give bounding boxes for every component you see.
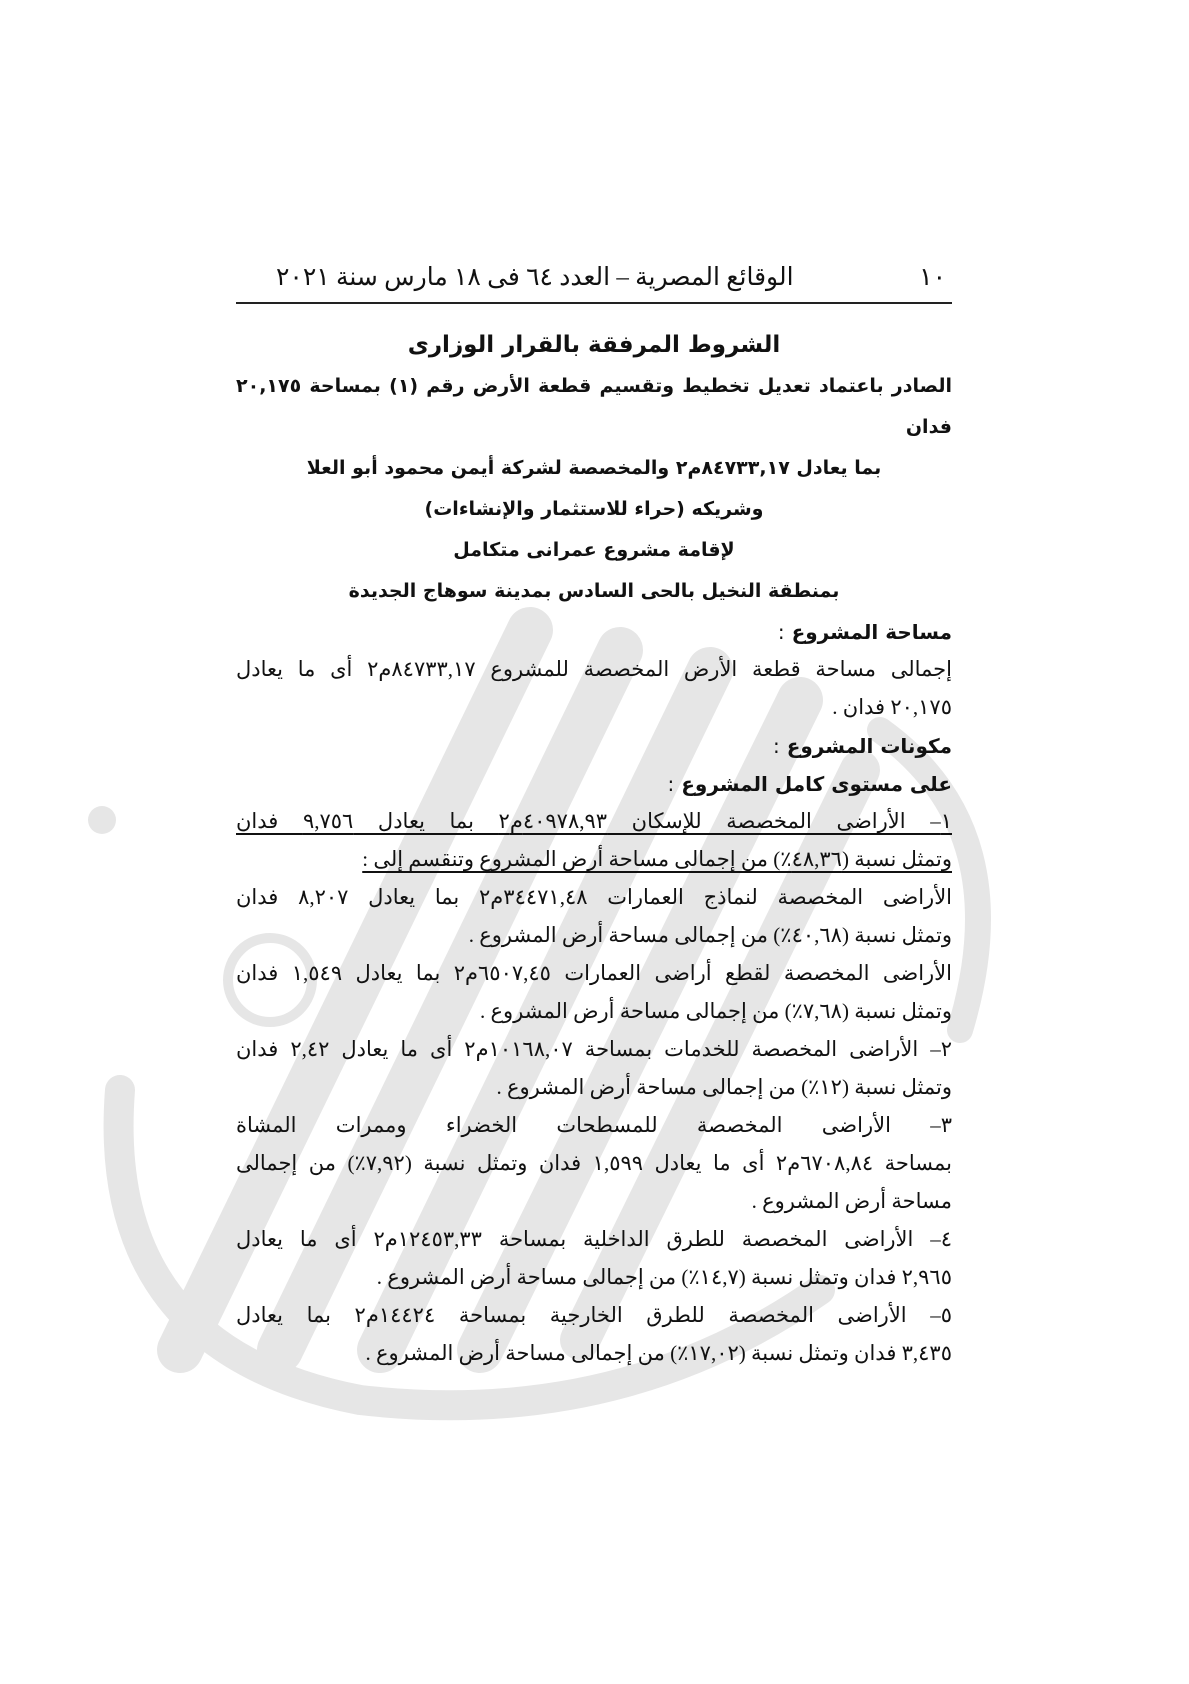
project-area-heading: مساحة المشروع :: [777, 620, 952, 644]
document-page: [236, 262, 952, 1372]
page-header: [236, 262, 952, 304]
item-3-green-areas: ٣– الأراضى المخصصة للمسطحات الخضراء وممرات المشاة بمساحة ٦٧٠٨,٨٤م٢ أى ما يعادل ١,٥٩٩ فدان وتمثل نسبة (٧,٩٢٪) من إجمالى مساحة أرض المشروع .: [236, 1113, 953, 1213]
subtitle-line-1: الصادر باعتماد تعديل تخطيط وتقسيم قطعة الأرض رقم (١) بمساحة ٢٠,١٧٥ فدان: [236, 375, 952, 438]
project-area-paragraph: إجمالى مساحة قطعة الأرض المخصصة للمشروع ٨٤٧٣٣,١٧م٢ أى ما يعادل ٢٠,١٧٥ فدان .: [236, 657, 952, 719]
page-number: ١٠: [919, 264, 946, 291]
project-components-heading: مكونات المشروع :: [772, 734, 952, 758]
item-1b-buildings-plots: الأراضى المخصصة لقطع أراضى العمارات ٦٥٠٧,٤٥م٢ بما يعادل ١,٥٤٩ فدان وتمثل نسبة (٧,٦٨٪) من إجمالى مساحة أرض المشروع .: [236, 961, 952, 1023]
subtitle-line-5: بمنطقة النخيل بالحى السادس بمدينة سوهاج الجديدة: [348, 580, 840, 602]
subtitle-line-3: وشريكه (حراء للاستثمار والإنشاءات): [424, 498, 764, 520]
document-title: الشروط المرفقة بالقرار الوزارى: [407, 332, 781, 358]
item-5-external-roads: ٥– الأراضى المخصصة للطرق الخارجية بمساحة ١٤٤٢٤م٢ بما يعادل ٣,٤٣٥ فدان وتمثل نسبة (١٧,٠٢٪) من إجمالى مساحة أرض المشروع .: [236, 1303, 952, 1365]
item-1-housing: ١– الأراضى المخصصة للإسكان ٤٠٩٧٨,٩٣م٢ بما يعادل ٩,٧٥٦ فدان وتمثل نسبة (٤٨,٣٦٪) من إجمالى مساحة أرض المشروع وتنقسم إلى :: [236, 809, 952, 871]
subtitle-line-4: لإقامة مشروع عمرانى متكامل: [453, 539, 735, 561]
item-2-services: ٢– الأراضى المخصصة للخدمات بمساحة ١٠١٦٨,٠٧م٢ أى ما يعادل ٢,٤٢ فدان وتمثل نسبة (١٢٪) من إجمالى مساحة أرض المشروع .: [236, 1037, 952, 1099]
project-level-heading: على مستوى كامل المشروع :: [667, 772, 952, 796]
item-4-internal-roads: ٤– الأراضى المخصصة للطرق الداخلية بمساحة ١٢٤٥٣,٣٣م٢ أى ما يعادل ٢,٩٦٥ فدان وتمثل نسبة (١٤,٧٪) من إجمالى مساحة أرض المشروع .: [236, 1227, 952, 1289]
item-1a-buildings-models: الأراضى المخصصة لنماذج العمارات ٣٤٤٧١,٤٨م٢ بما يعادل ٨,٢٠٧ فدان وتمثل نسبة (٤٠,٦٨٪) من إجمالى مساحة أرض المشروع .: [236, 885, 952, 947]
publication-title: الوقائع المصرية – العدد ٦٤ فى ١٨ مارس سنة ٢٠٢١: [276, 264, 794, 291]
subtitle-line-2: بما يعادل ٨٤٧٣٣,١٧م٢ والمخصصة لشركة أيمن محمود أبو العلا: [306, 457, 882, 479]
